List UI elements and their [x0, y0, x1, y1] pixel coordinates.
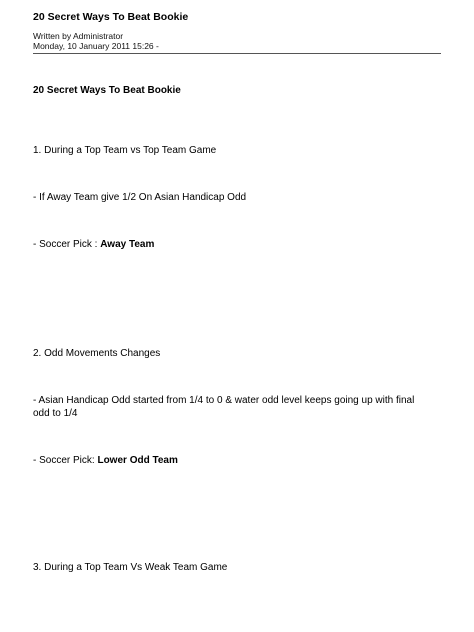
- section-3-title: 3. During a Top Team Vs Weak Team Game: [33, 562, 228, 573]
- article-heading: 20 Secret Ways To Beat Bookie: [33, 85, 181, 96]
- section-1-title: 1. During a Top Team vs Top Team Game: [33, 145, 217, 156]
- section-2-condition: - Asian Handicap Odd started from 1/4 to 0 & water odd level keeps going up with final odd to 1/4: [33, 395, 415, 419]
- section-1-pick-value: Away Team: [100, 239, 155, 250]
- date-line: Monday, 10 January 2011 15:26 -: [33, 41, 159, 51]
- section-2-pick: [33, 454, 433, 467]
- section-1-pick-label: - Soccer Pick :: [33, 239, 101, 250]
- section-1-condition: - If Away Team give 1/2 On Asian Handicap Odd: [33, 192, 247, 203]
- document-header-title: 20 Secret Ways To Beat Bookie: [33, 11, 189, 23]
- header-divider: [33, 53, 441, 54]
- section-2-title: 2. Odd Movements Changes: [33, 348, 161, 359]
- section-2-pick-label: - Soccer Pick:: [33, 455, 98, 466]
- section-1-pick: [33, 238, 433, 251]
- author-line: Written by Administrator: [33, 31, 124, 41]
- section-2-pick-value: Lower Odd Team: [97, 455, 178, 466]
